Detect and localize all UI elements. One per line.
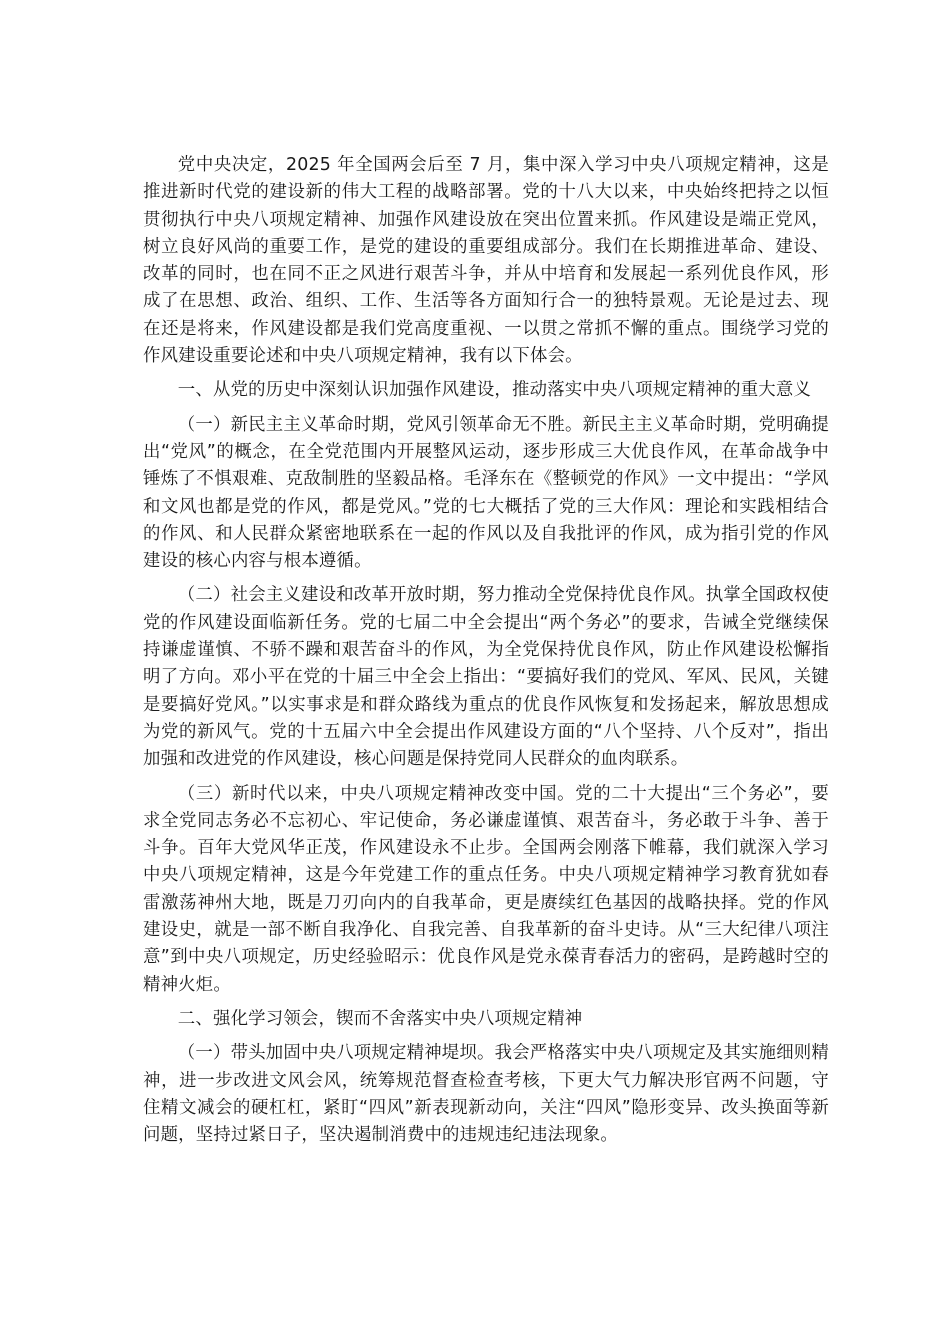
section-heading-1: 一、从党的历史中深刻认识加强作风建设，推动落实中央八项规定精神的重大意义 <box>177 380 812 401</box>
subsection-paragraph-1-3: （三）新时代以来，中央八项规定精神改变中国。党的二十大提出“三个务必”，要求全党同志务必不忘初心、牢记使命，务必谦虚谨慎、艰苦奋斗，务必敢于斗争、善于斗争。百年大党风华正茂，作风建设永不止步。全国两会刚落下帷幕，我们就深入学习中央八项规定精神，这是今年党建工作的重点任务。中央八项规定精神学习教育犹如春雷激荡神州大地，既是刀刃向内的自我革命，更是赓续红色基因的战略抉择。党的作风建设史，就是一部不断自我净化、自我完善、自我革新的奋斗史诗。从“三大纪律八项注意”到中央八项规定，历史经验昭示：优良作风是党永葆青春活力的密码，是跨越时空的精神火炬。 <box>143 783 829 995</box>
intro-paragraph: 党中央决定，2025 年全国两会后至 7 月，集中深入学习中央八项规定精神，这是推进新时代党的建设新的伟大工程的战略部署。党的十八大以来，中央始终把持之以恒贯彻执行中央八项规定精神、加强作风建设放在突出位置来抓。作风建设是端正党风，树立良好风尚的重要工作，是党的建设的重要组成部分。我们在长期推进革命、建设、改革的同时，也在同不正之风进行艰苦斗争，并从中培育和发展起一系列优良作风，形成了在思想、政治、组织、工作、生活等各方面知行合一的独特景观。无论是过去、现在还是将来，作风建设都是我们党高度重视、一以贯之常抓不懈的重点。围绕学习党的作风建设重要论述和中央八项规定精神，我有以下体会。 <box>143 155 829 367</box>
subsection-paragraph-1-1: （一）新民主主义革命时期，党风引领革命无不胜。新民主主义革命时期，党明确提出“党风”的概念，在全党范围内开展整风运动，逐步形成三大优良作风，在革命战争中锤炼了不惧艰难、克敌制胜的坚毅品格。毛泽东在《整顿党的作风》一文中提出：“学风和文风也都是党的作风，都是党风。”党的七大概括了党的三大作风：理论和实践相结合的作风、和人民群众紧密地联系在一起的作风以及自我批评的作风，成为指引党的作风建设的核心内容与根本遵循。 <box>143 414 829 572</box>
document-body <box>143 152 829 1156</box>
subsection-paragraph-1-2: （二）社会主义建设和改革开放时期，努力推动全党保持优良作风。执掌全国政权使党的作风建设面临新任务。党的七届二中全会提出“两个务必”的要求，告诫全党继续保持谦虚谨慎、不骄不躁和艰苦奋斗的作风，为全党保持优良作风，防止作风建设松懈指明了方向。邓小平在党的十届三中全会上指出：“要搞好我们的党风、军风、民风，关键是要搞好党风。”以实事求是和群众路线为重点的优良作风恢复和发扬起来，解放思想成为党的新风气。党的十五届六中全会提出作风建设方面的“八个坚持、八个反对”，指出加强和改进党的作风建设，核心问题是保持党同人民群众的血肉联系。 <box>143 585 829 770</box>
subsection-paragraph-2-1: （一）带头加固中央八项规定精神堤坝。我会严格落实中央八项规定及其实施细则精神，进一步改进文风会风，统筹规范督查检查考核，下更大气力解决形官两不问题，守住精文减会的硬杠杠，紧盯“四风”新表现新动向，关注“四风”隐形变异、改头换面等新问题，坚持过紧日子，坚决遏制消费中的违规违纪违法现象。 <box>143 1043 829 1146</box>
section-heading-2: 二、强化学习领会，锲而不舍落实中央八项规定精神 <box>177 1008 583 1029</box>
